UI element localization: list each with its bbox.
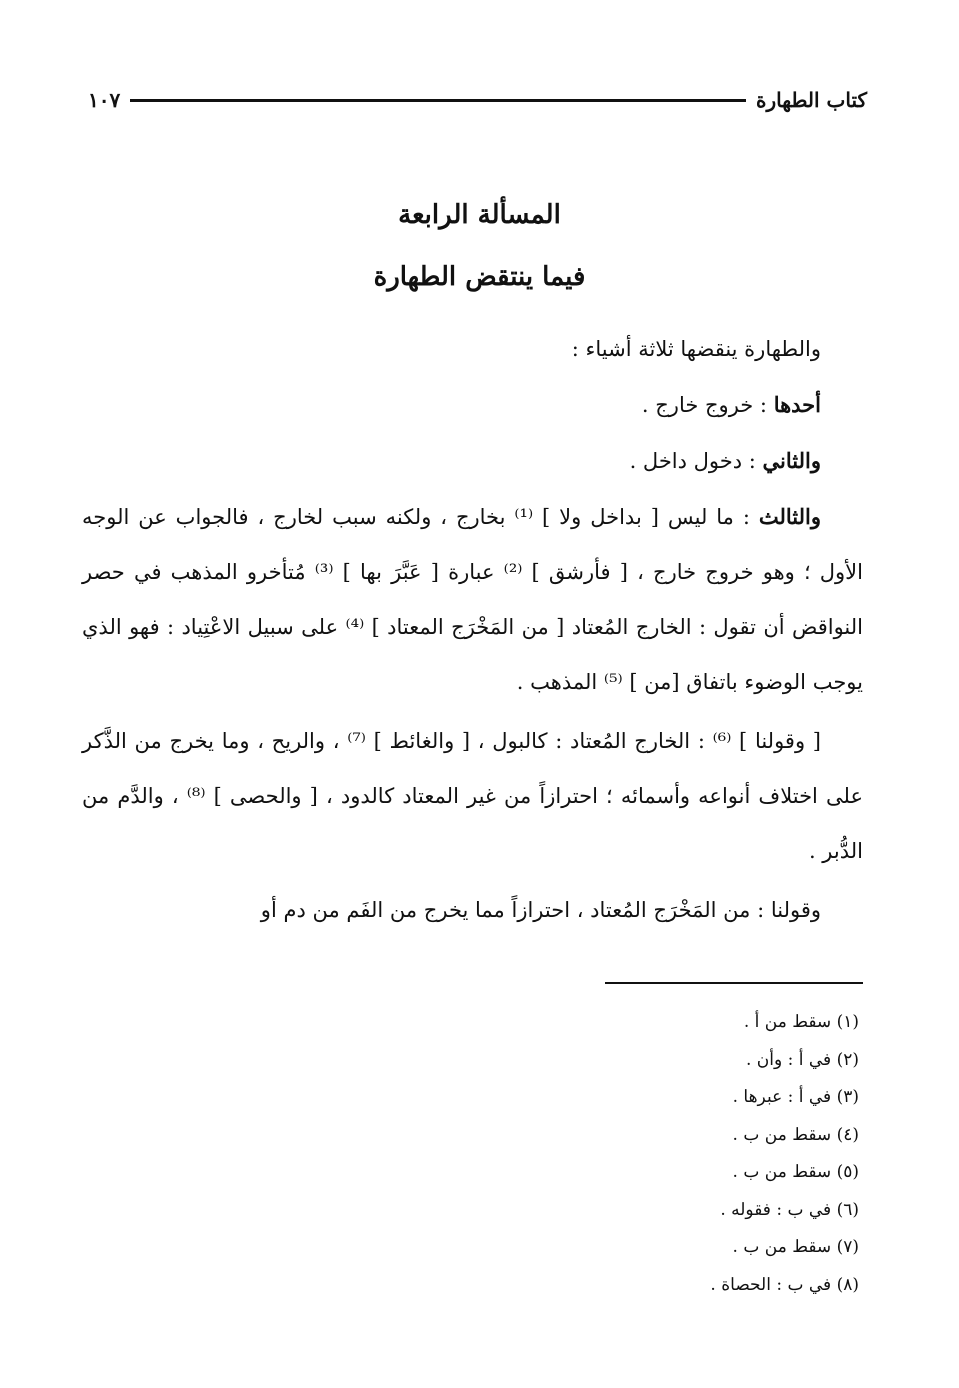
- book-title: كتاب الطهارة: [756, 88, 867, 112]
- footnote-item: (١) سقط من أ .: [743, 1012, 859, 1032]
- header-rule: [130, 99, 746, 102]
- footnotes-list: [459, 1004, 859, 1304]
- footnote-item: (٣) في أ : عبرها .: [732, 1087, 859, 1107]
- running-header: [88, 82, 867, 118]
- paragraph-first: [82, 377, 863, 433]
- paragraph-text: : دخول داخل .: [629, 449, 763, 473]
- paragraph-fifth: وقولنا : من المَخْرَج المُعتاد ، احترازاً مما يخرج من الفَم من دم أو: [260, 898, 821, 922]
- footnote-item: (٥) سقط من ب .: [732, 1162, 859, 1182]
- paragraph-second: [82, 433, 863, 489]
- footnote-item: (٧) سقط من ب .: [732, 1237, 859, 1257]
- paragraph-text: : خروج خارج .: [641, 393, 774, 417]
- footnote-item: (٨) في ب : الحصاة .: [710, 1274, 859, 1295]
- lead-word: والثاني: [762, 448, 821, 473]
- paragraph-intro: والطهارة ينقضها ثلاثة أشياء :: [571, 337, 821, 361]
- paragraph-third: [82, 489, 863, 710]
- section-subheading: فيما ينتقض الطهارة: [373, 262, 586, 292]
- footnote-item: (٤) سقط من ب .: [732, 1124, 859, 1145]
- lead-word: والثالث: [758, 504, 821, 529]
- lead-word: أحدها: [773, 392, 821, 417]
- footnote-item: (٢) في أ : وأن .: [746, 1049, 859, 1070]
- paragraph-text: : ما ليس [ بداخل ولا ] ⁽¹⁾ بخارج ، ولكنه سبب لخارج ، فالجواب عن الوجه الأول ؛ وهو خروج خارج ، [ فأرشق ] ⁽²⁾ عبارة [ عَبَّرَ بها ] ⁽³⁾ مُتأخرو المذهب في حصر النواقض أن تقول : الخارج المُعتاد [ من المَخْرَج المعتاد ] ⁽⁴⁾ على سبيل الاعْتِياد : فهو الذي يوجب الوضوء باتفاق [من ] ⁽⁵⁾ المذهب .: [82, 505, 864, 694]
- body-text: [82, 322, 863, 938]
- page-number: ١٠٧: [88, 88, 121, 112]
- footnote-item: (٦) في ب : فقوله .: [720, 1199, 859, 1220]
- footnote-separator: [605, 982, 863, 984]
- paragraph-fourth: [ وقولنا ] ⁽⁶⁾ : الخارج المُعتاد : كالبول ، [ والغائط ] ⁽⁷⁾ ، والريح ، وما يخرج من الذَّكر على اختلاف أنواعه وأسمائه ؛ احترازاً من غير المعتاد كالدود ، [ والحصى ] ⁽⁸⁾ ، والدَّم من الدُّبر .: [82, 729, 863, 863]
- section-heading: المسألة الرابعة: [398, 200, 561, 230]
